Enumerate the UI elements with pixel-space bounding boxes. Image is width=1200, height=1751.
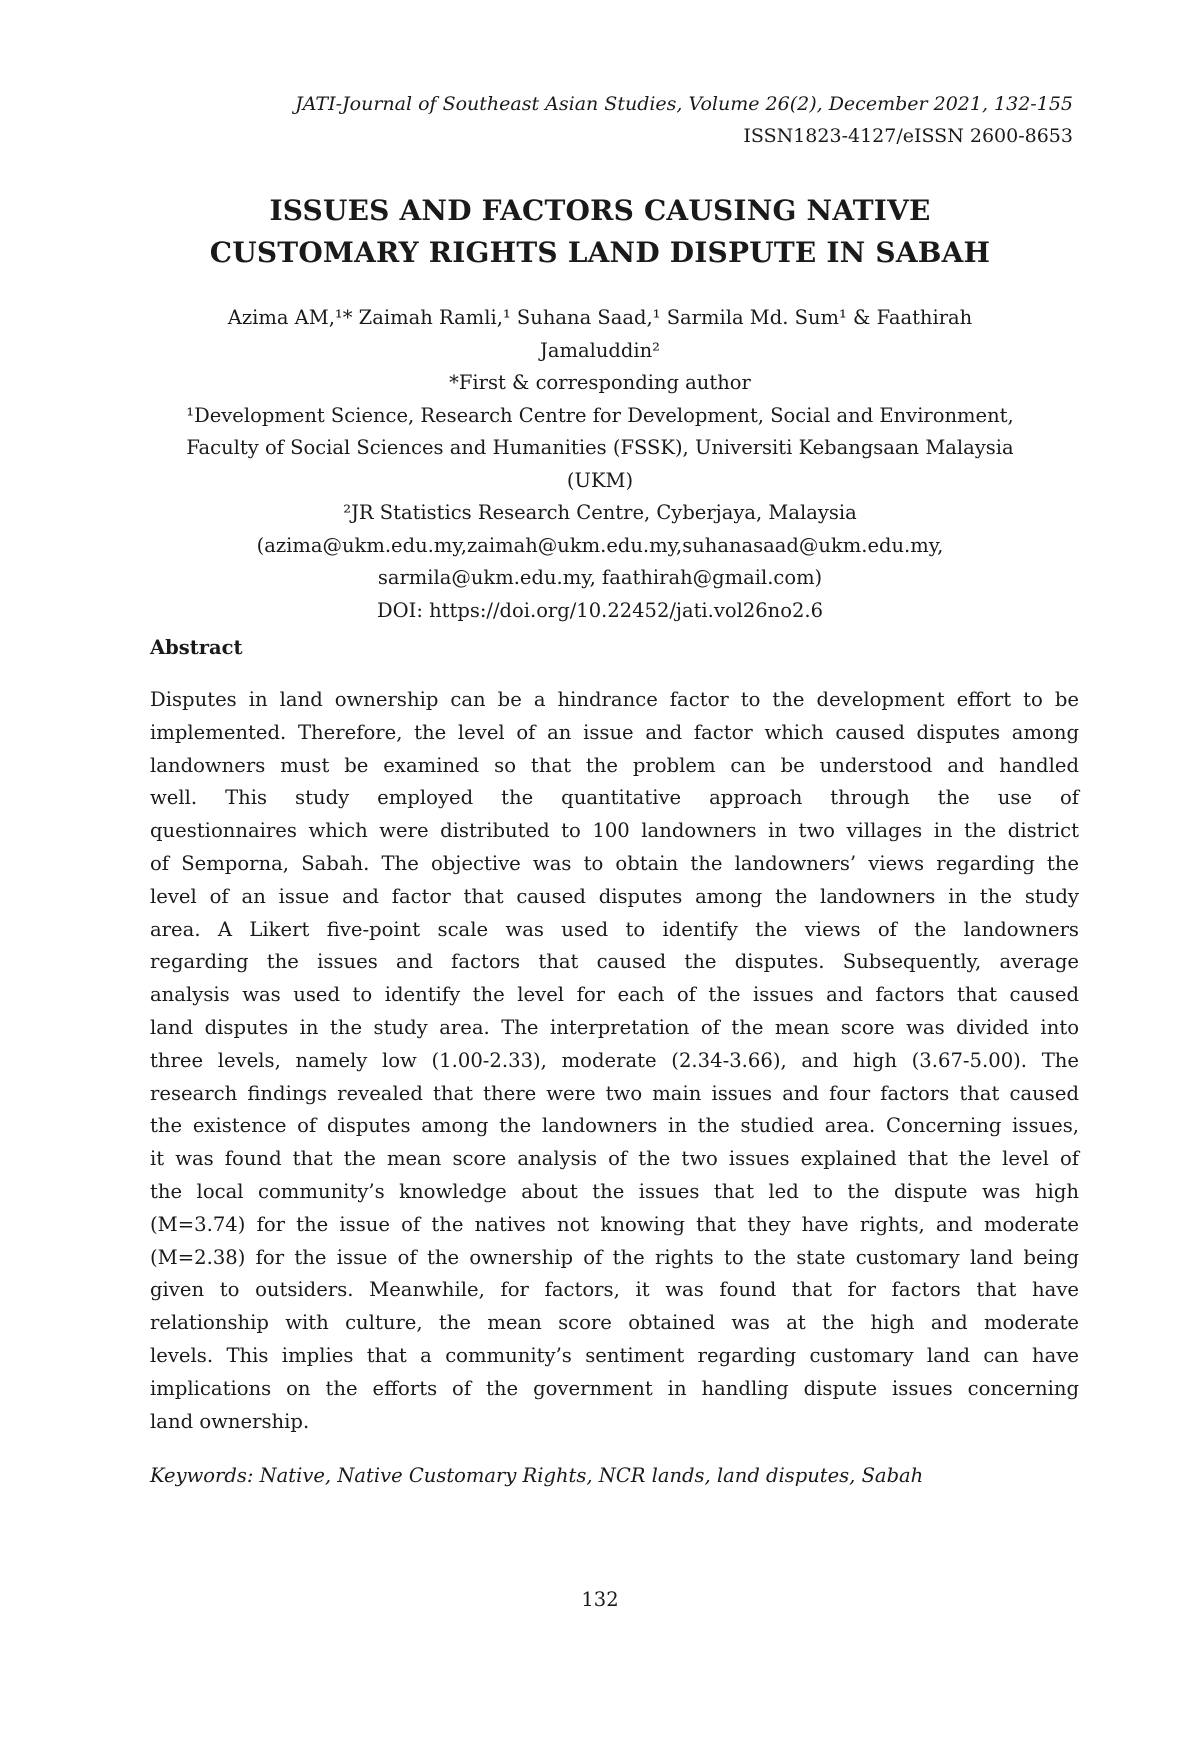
author-emails-line-1: (azima@ukm.edu.my,zaimah@ukm.edu.my,suhanasaad@ukm.edu.my, [256, 533, 944, 557]
abstract-line: the local community’s knowledge about the issues that led to the dispute was high [150, 1179, 1079, 1203]
abstract-line: given to outsiders. Meanwhile, for factors, it was found that for factors that have [150, 1278, 1079, 1302]
abstract-line: Disputes in land ownership can be a hindrance factor to the development effort to be [150, 688, 1079, 711]
page-number: 132 [581, 1588, 619, 1611]
abstract-line: well. This study employed the quantitative approach through the use of [150, 786, 1079, 810]
abstract-line: levels. This implies that a community’s sentiment regarding customary land can have [150, 1343, 1079, 1367]
affiliation-2: ²JR Statistics Research Centre, Cyberjaya, Malaysia [343, 501, 857, 524]
abstract-line: questionnaires which were distributed to 100 landowners in two villages in the district [150, 819, 1079, 843]
abstract-body [150, 684, 1079, 1438]
affiliation-1-line-1: ¹Development Science, Research Centre for Development, Social and Environment, [186, 403, 1014, 427]
affiliation-1-line-2: Faculty of Social Sciences and Humanities (FSSK), Universiti Kebangsaan Malaysia [186, 436, 1014, 459]
abstract-line: three levels, namely low (1.00-2.33), moderate (2.34-3.66), and high (3.67-5.00). The [150, 1048, 1079, 1072]
abstract-line: the existence of disputes among the landowners in the studied area. Concerning issues, [150, 1114, 1079, 1138]
doi-link[interactable]: DOI: https://doi.org/10.22452/jati.vol26no2.6 [377, 598, 823, 622]
author-emails-line-2: sarmila@ukm.edu.my, faathirah@gmail.com) [377, 566, 823, 589]
abstract-line: research findings revealed that there were two main issues and four factors that caused [150, 1081, 1079, 1105]
abstract-line: it was found that the mean score analysis of the two issues explained that the level of [150, 1147, 1079, 1171]
abstract-line: (M=2.38) for the issue of the ownership of the rights to the state customary land being [150, 1245, 1079, 1269]
abstract-line: analysis was used to identify the level for each of the issues and factors that caused [150, 983, 1079, 1007]
paper-title [100, 190, 1100, 274]
keywords: Keywords: Native, Native Customary Rights, NCR lands, land disputes, Sabah [150, 1464, 924, 1487]
author-list-line-1: Azima AM,¹* Zaimah Ramli,¹ Suhana Saad,¹ Sarmila Md. Sum¹ & Faathirah [227, 306, 973, 329]
abstract-line: of Semporna, Sabah. The objective was to obtain the landowners’ views regarding the [150, 851, 1079, 875]
abstract-line: implications on the efforts of the government in handling dispute issues concerning [150, 1376, 1079, 1400]
abstract-line: (M=3.74) for the issue of the natives not knowing that they have rights, and moderate [150, 1212, 1079, 1236]
author-info [150, 302, 1050, 627]
abstract-heading: Abstract [150, 636, 243, 659]
abstract-line: area. A Likert five-point scale was used to identify the views of the landowners [150, 917, 1079, 941]
journal-header [295, 88, 1073, 152]
journal-citation: JATI-Journal of Southeast Asian Studies, Volume 26(2), December 2021, 132-155 [295, 93, 1073, 115]
abstract-line: land disputes in the study area. The interpretation of the mean score was divided into [150, 1015, 1079, 1039]
author-list-line-2: Jamaluddin² [540, 338, 660, 362]
abstract-line: level of an issue and factor that caused disputes among the landowners in the study [150, 884, 1079, 908]
abstract-line: landowners must be examined so that the problem can be understood and handled [150, 753, 1079, 777]
affiliation-1-line-3: (UKM) [566, 468, 634, 492]
corresponding-author-note: *First & corresponding author [449, 371, 751, 394]
abstract-line: relationship with culture, the mean score obtained was at the high and moderate [150, 1311, 1079, 1335]
paper-title-line-2: CUSTOMARY RIGHTS LAND DISPUTE IN SABAH [209, 236, 991, 269]
paper-title-line-1: ISSUES AND FACTORS CAUSING NATIVE [269, 194, 931, 227]
abstract-line: regarding the issues and factors that caused the disputes. Subsequently, average [150, 950, 1079, 974]
issn-line: ISSN1823-4127/eISSN 2600-8653 [743, 125, 1073, 147]
abstract-line: implemented. Therefore, the level of an issue and factor which caused disputes among [150, 720, 1079, 744]
abstract-line: land ownership. [150, 1409, 310, 1433]
